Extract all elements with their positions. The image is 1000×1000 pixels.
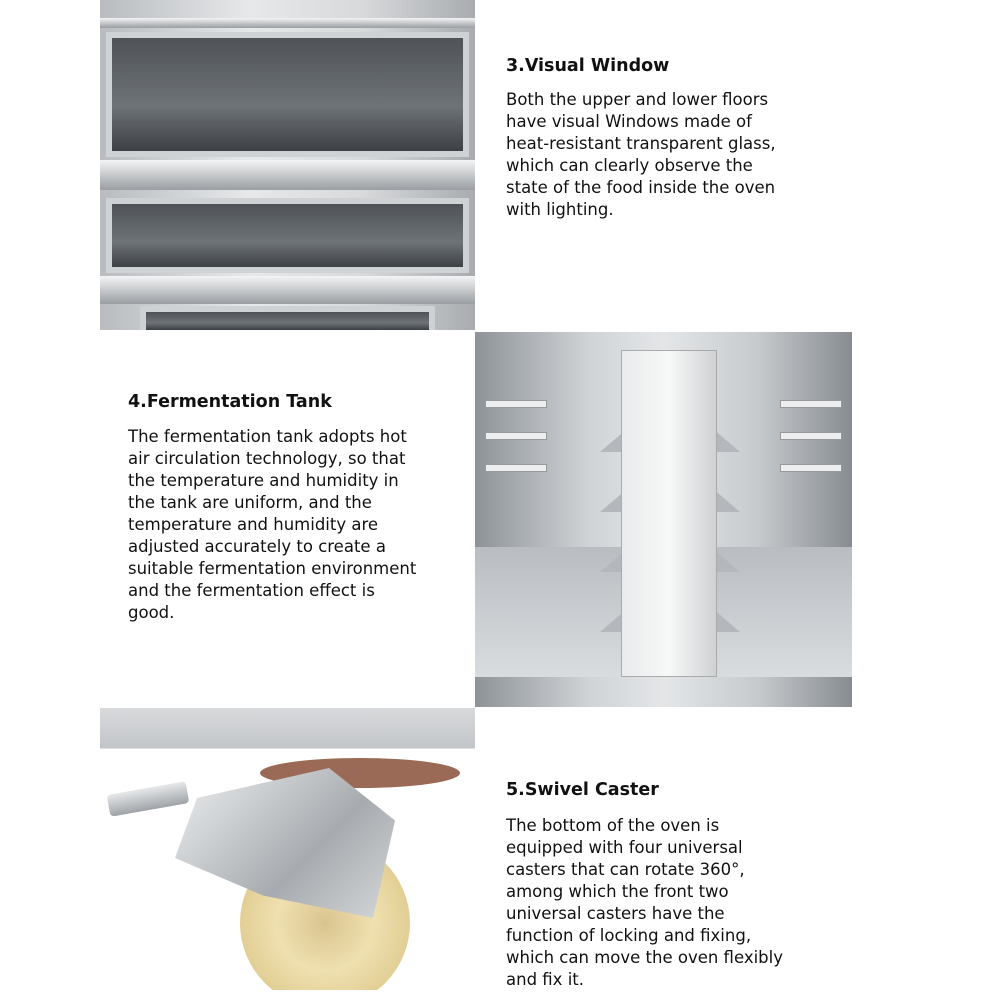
text-line: universal casters have the	[506, 904, 725, 923]
text-line: heat-resistant transparent glass,	[506, 134, 776, 153]
door-rail	[100, 160, 475, 190]
shelf-rail	[780, 432, 842, 440]
text-line: The fermentation tank adopts hot	[128, 427, 407, 446]
door-rail	[100, 276, 475, 304]
text-line: and the fermentation effect is	[128, 581, 375, 600]
shelf-rail	[780, 400, 842, 408]
shelf-rail	[780, 464, 842, 472]
text-line: The bottom of the oven is	[506, 816, 720, 835]
caster-bracket	[175, 768, 395, 918]
text-line: which can clearly observe the	[506, 156, 753, 175]
text-line: have visual Windows made of	[506, 112, 752, 131]
text-line: air circulation technology, so that	[128, 449, 406, 468]
text-line: temperature and humidity are	[128, 515, 379, 534]
text-line: state of the food inside the oven	[506, 178, 776, 197]
text-line: good.	[128, 603, 175, 622]
section-body	[506, 815, 783, 991]
section-body	[506, 89, 776, 221]
section-title: 3.Visual Window	[506, 56, 670, 76]
text-line: Both the upper and lower floors	[506, 90, 769, 109]
text-line: suitable fermentation environment	[128, 559, 417, 578]
tank-glass-window	[140, 306, 435, 330]
lower-glass-window	[106, 198, 469, 273]
shelf-rail	[485, 432, 547, 440]
text-line: casters that can rotate 360°,	[506, 860, 745, 879]
text-line: equipped with four universal	[506, 838, 743, 857]
text-line: function of locking and fixing,	[506, 926, 752, 945]
text-line: the tank are uniform, and the	[128, 493, 372, 512]
brake-lever	[107, 781, 190, 817]
swivel-caster-photo	[100, 708, 475, 990]
section-title: 4.Fermentation Tank	[128, 392, 332, 412]
upper-glass-window	[106, 32, 469, 157]
shelf-rail	[485, 464, 547, 472]
shelf-rail	[485, 400, 547, 408]
door-rail	[100, 18, 475, 28]
text-line: among which the front two	[506, 882, 729, 901]
text-line: which can move the oven flexibly	[506, 948, 783, 967]
text-line: adjusted accurately to create a	[128, 537, 386, 556]
section-body	[128, 426, 416, 624]
center-pillar	[621, 350, 717, 677]
text-line: with lighting.	[506, 200, 614, 219]
fermentation-tank-photo	[475, 332, 852, 707]
section-title: 5.Swivel Caster	[506, 780, 659, 800]
text-line: and fix it.	[506, 970, 584, 989]
oven-visual-window-photo	[100, 0, 475, 330]
text-line: the temperature and humidity in	[128, 471, 399, 490]
